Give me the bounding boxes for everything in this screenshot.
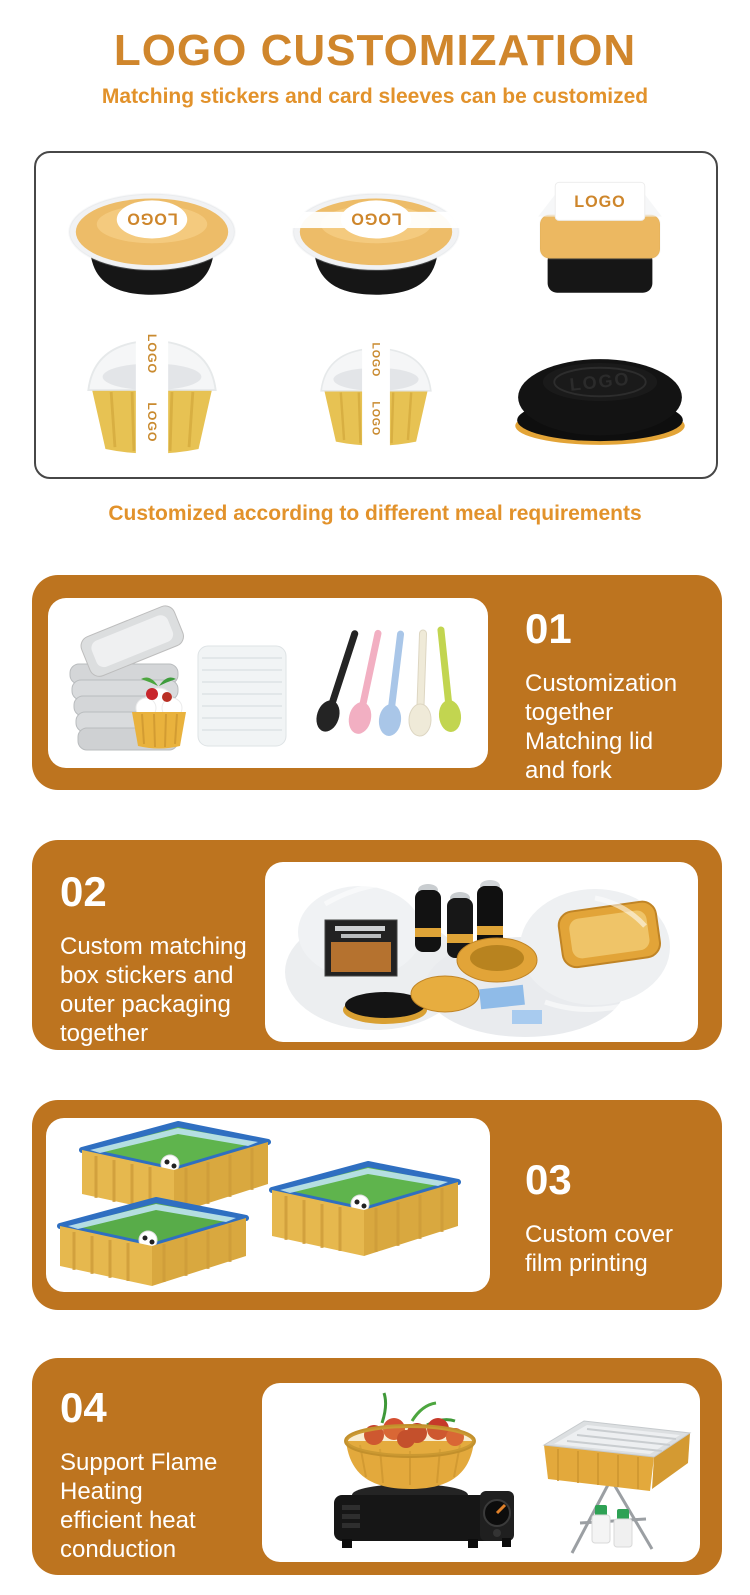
step-card-01 — [32, 575, 722, 790]
gas-stove — [334, 1484, 514, 1548]
step-card-04 — [32, 1358, 722, 1575]
logo-sleeve-text-front: LOGO — [369, 400, 382, 436]
colored-sporks — [313, 625, 463, 737]
step-04-line: Support Flame — [60, 1449, 218, 1476]
flame-heating-image — [262, 1383, 700, 1562]
wrapped-packaging-image — [265, 862, 698, 1042]
step-03-line: Custom cover — [525, 1221, 674, 1248]
step-card-02 — [32, 840, 722, 1050]
step-03-line: film printing — [525, 1250, 648, 1277]
photo-card — [325, 920, 397, 976]
step-card-03 — [32, 1100, 722, 1310]
step-03-text — [525, 1156, 715, 1278]
product-gold-cup-sleeve-large — [52, 316, 252, 468]
step-01-photo — [48, 598, 488, 768]
logo-card-text: LOGO — [574, 192, 626, 211]
step-04-text — [60, 1384, 260, 1564]
round-container-clear-lid-image — [52, 167, 252, 310]
step-03-photo — [46, 1118, 490, 1292]
product-square-container-card — [500, 167, 700, 310]
logo-showcase-panel — [34, 151, 718, 479]
black-lid-embossed-image — [500, 321, 700, 464]
lids-and-forks-image — [48, 598, 488, 768]
step-04-line: conduction — [60, 1536, 177, 1563]
logo-sticker-text: LOGO — [126, 209, 178, 228]
step-01-text — [525, 605, 715, 785]
step-03-number: 03 — [525, 1156, 572, 1203]
logo-sleeve-text-top: LOGO — [369, 341, 382, 377]
step-01-line: Matching lid — [525, 728, 654, 755]
page-subtitle: Matching stickers and card sleeves can be customized — [101, 85, 649, 108]
logo-embossed-text: LOGO — [568, 368, 632, 395]
step-01-line: Customization — [525, 670, 678, 697]
logo-sticker-text: LOGO — [350, 209, 402, 228]
gold-cup-sleeve-image — [52, 316, 252, 468]
step-02-line: box stickers and — [60, 962, 234, 989]
round-container-band-image — [276, 167, 476, 310]
product-round-container-sticker — [52, 167, 252, 310]
printed-film-containers-image — [46, 1118, 490, 1292]
gold-cup-sleeve-small-image — [290, 327, 462, 458]
logo-sleeve-text-top: LOGO — [145, 333, 160, 375]
step-02-line: Custom matching — [60, 933, 247, 960]
step-02-photo — [265, 862, 698, 1042]
product-round-container-band — [276, 167, 476, 310]
step-02-number: 02 — [60, 868, 107, 915]
product-gold-cup-sleeve-small — [290, 327, 462, 458]
step-01-number: 01 — [525, 605, 572, 652]
product-black-lid-embossed — [500, 321, 700, 464]
step-02-line: together — [60, 1020, 149, 1047]
step-01-line: together — [525, 699, 614, 726]
section-subtitle: Customized according to different meal requirements — [108, 502, 642, 525]
step-04-photo — [262, 1383, 700, 1562]
logo-sleeve-text-front: LOGO — [145, 402, 160, 443]
step-04-number: 04 — [60, 1384, 107, 1431]
page-title: LOGO CUSTOMIZATION — [113, 26, 637, 75]
step-04-line: efficient heat — [60, 1507, 196, 1534]
step-01-line: and fork — [525, 757, 612, 784]
step-04-line: Heating — [60, 1478, 143, 1505]
step-02-line: outer packaging — [60, 991, 231, 1018]
step-02-text — [60, 868, 260, 1048]
crawfish-bowl — [346, 1393, 474, 1489]
chafing-pan-stand — [544, 1421, 690, 1553]
square-container-card-image — [500, 167, 700, 310]
